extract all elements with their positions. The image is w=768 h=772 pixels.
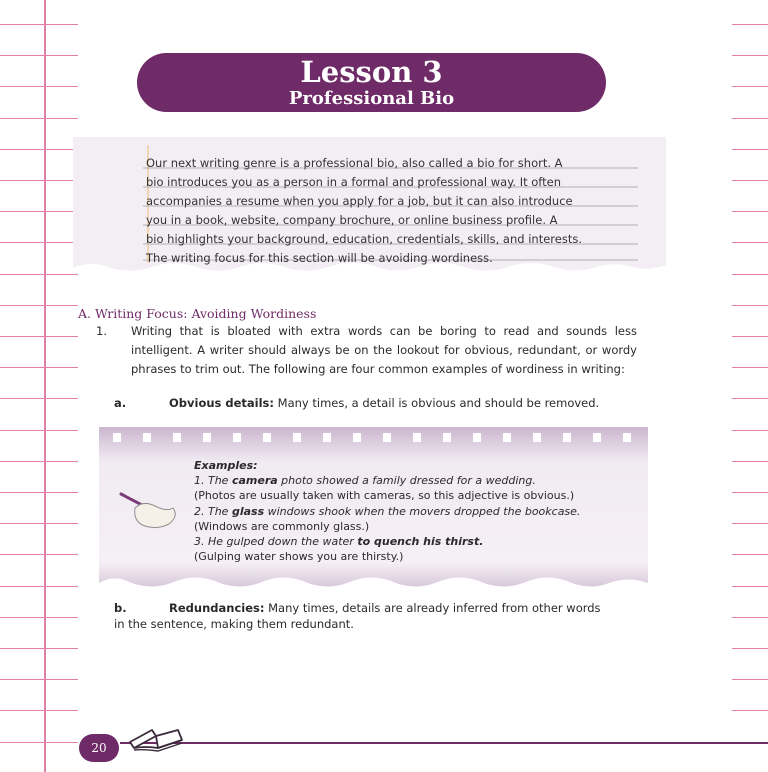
notebook-rule — [732, 492, 768, 493]
item-text: Writing that is bloated with extra words can be boring to read and sounds less intelligent. A writer should always be on the lookout for obvious, redundant, or wordy phrases to trim out. The following are four common examples of wordiness in writing: — [131, 324, 637, 376]
sub-item-b-text — [169, 601, 601, 615]
item-number: 1. — [96, 324, 107, 338]
notebook-rule — [0, 274, 78, 275]
notebook-rule — [0, 430, 78, 431]
notebook-rule — [732, 617, 768, 618]
example-1 — [194, 473, 634, 488]
notebook-rule — [732, 679, 768, 680]
sub-item-b-bold: Redundancies: — [169, 601, 265, 615]
notebook-rule — [0, 586, 78, 587]
notebook-rule — [732, 86, 768, 87]
example-2-bold: glass — [231, 504, 265, 518]
notebook-rule — [0, 742, 78, 743]
example-1-post: photo showed a family dressed for a wedding. — [277, 474, 536, 488]
pen-hand-icon — [117, 486, 187, 536]
sub-item-a-label: a. — [114, 396, 127, 410]
notebook-rule — [732, 430, 768, 431]
notebook-rule — [0, 305, 78, 306]
intro-line: Our next writing genre is a professional bio, also called a bio for short. A — [146, 156, 563, 170]
example-3 — [194, 534, 634, 549]
section-heading: A. Writing Focus: Avoiding Wordiness — [78, 306, 317, 321]
notebook-rule — [0, 336, 78, 337]
notebook-rule — [0, 398, 78, 399]
notebook-rule — [0, 554, 78, 555]
sub-item-b-body: Many times, details are already inferred from other words — [264, 601, 601, 615]
example-1-note: (Photos are usually taken with cameras, so this adjective is obvious.) — [194, 489, 575, 503]
intro-line: bio introduces you as a person in a formal and professional way. It often — [146, 175, 561, 189]
notebook-rule — [732, 710, 768, 711]
intro-paragraph — [146, 154, 642, 268]
lesson-subtitle: Professional Bio — [288, 88, 455, 109]
notebook-rule — [0, 149, 78, 150]
notebook-rule — [0, 55, 78, 56]
example-2-note: (Windows are commonly glass.) — [194, 519, 370, 533]
notebook-rule — [0, 679, 78, 680]
notebook-rule — [732, 398, 768, 399]
notebook-rule — [732, 554, 768, 555]
example-2-post: windows shook when the movers dropped the bookcase. — [264, 504, 581, 518]
sub-item-b-label: b. — [114, 601, 127, 615]
intro-line: you in a book, website, company brochure, or online business profile. A — [146, 213, 558, 227]
lesson-title-banner — [137, 53, 606, 112]
notebook-rule — [0, 710, 78, 711]
notebook-rule — [732, 336, 768, 337]
notebook-rule — [0, 211, 78, 212]
intro-line: bio highlights your background, education, credentials, skills, and interests. — [146, 232, 582, 246]
notebook-rule — [0, 118, 78, 119]
examples-heading: Examples: — [194, 459, 258, 472]
notebook-rule — [0, 617, 78, 618]
notebook-rule — [0, 648, 78, 649]
intro-line: The writing focus for this section will be avoiding wordiness. — [146, 251, 493, 265]
notebook-rule — [732, 461, 768, 462]
example-3-bold: to quench his thirst. — [357, 535, 484, 549]
example-3-note: (Gulping water shows you are thirsty.) — [194, 550, 404, 564]
notebook-rule — [732, 211, 768, 212]
notebook-rule — [732, 149, 768, 150]
example-1-bold: camera — [231, 474, 278, 488]
example-2 — [194, 504, 634, 519]
notebook-rule — [0, 523, 78, 524]
notebook-rule — [732, 180, 768, 181]
notebook-rule — [0, 242, 78, 243]
notebook-rule — [0, 461, 78, 462]
example-1-pre: 1. The — [194, 474, 232, 488]
notebook-rule — [732, 118, 768, 119]
notebook-rule — [732, 305, 768, 306]
notebook-rule — [0, 86, 78, 87]
notebook-rule — [732, 242, 768, 243]
intro-line: accompanies a resume when you apply for a job, but it can also introduce — [146, 194, 573, 208]
sub-item-a-text — [169, 396, 599, 410]
notebook-rules-right — [732, 0, 768, 772]
notebook-rule — [0, 492, 78, 493]
example-3-pre: 3. He gulped down the water — [194, 535, 358, 549]
lesson-title: Lesson 3 — [300, 55, 443, 89]
page-number: 20 — [79, 734, 119, 762]
sub-item-a-body: Many times, a detail is obvious and should be removed. — [274, 396, 600, 410]
open-book-icon — [126, 724, 184, 760]
example-2-pre: 2. The — [194, 504, 232, 518]
footer-rule — [120, 742, 768, 744]
notebook-rule — [732, 24, 768, 25]
sub-item-a-bold: Obvious details: — [169, 396, 274, 410]
examples-text — [194, 458, 634, 564]
notebook-rules-left — [0, 0, 78, 772]
sub-item-b-continuation: in the sentence, making them redundant. — [114, 617, 354, 631]
notebook-rule — [0, 367, 78, 368]
notebook-rule — [0, 180, 78, 181]
notebook-rule — [732, 523, 768, 524]
notebook-rule — [732, 586, 768, 587]
notebook-rule — [732, 55, 768, 56]
notebook-rule — [732, 274, 768, 275]
notebook-rule — [732, 648, 768, 649]
notebook-rule — [732, 367, 768, 368]
notebook-rule — [0, 24, 78, 25]
